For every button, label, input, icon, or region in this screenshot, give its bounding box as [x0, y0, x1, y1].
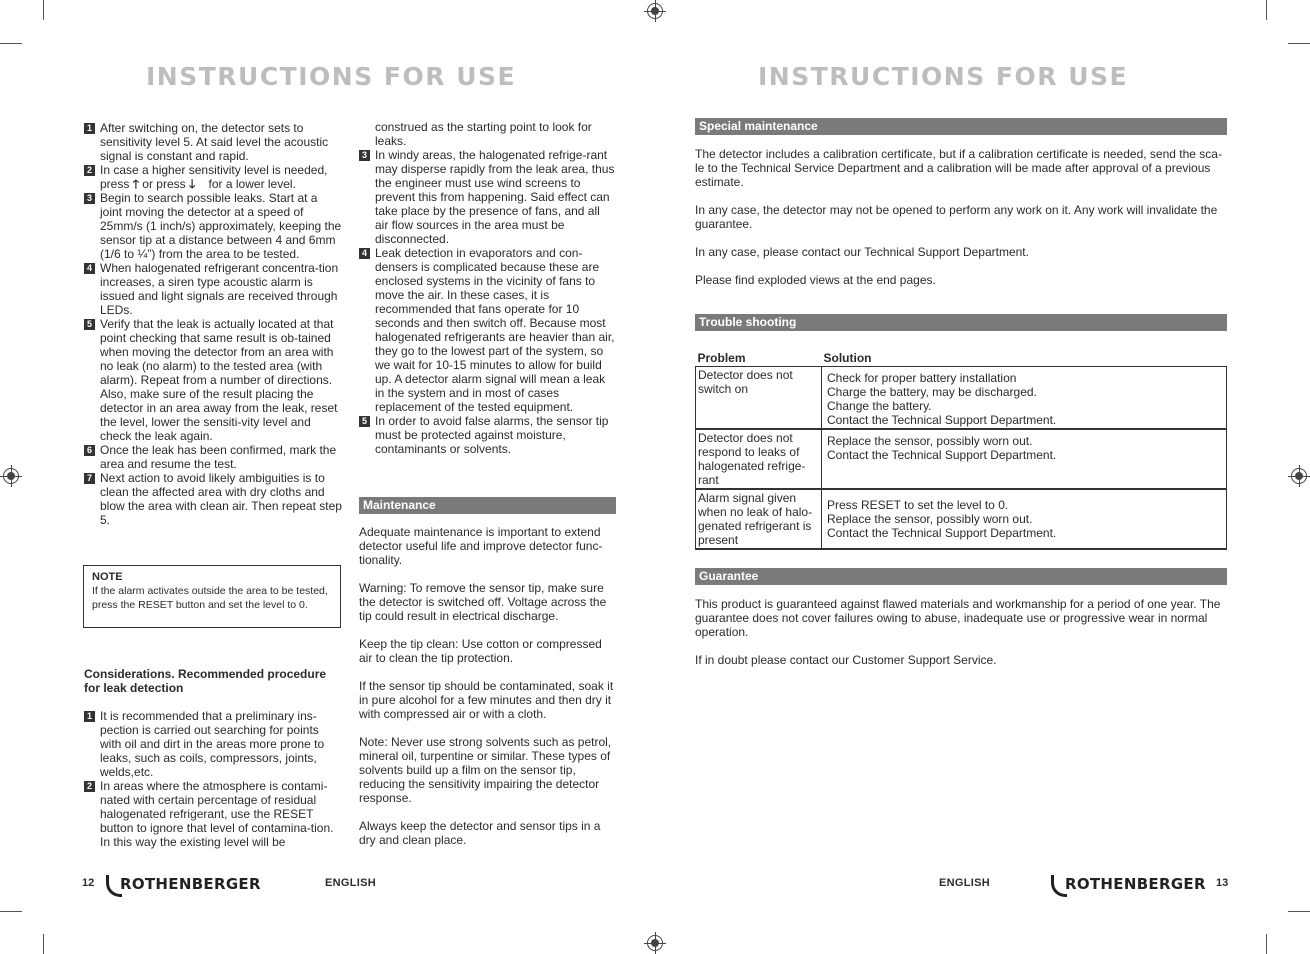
- crop-mark: [43, 0, 44, 20]
- solution-line: Charge the battery, may be discharged.: [827, 384, 1037, 399]
- problem-cell: Detector does not respond to leaks of halogenated refrige-rant: [696, 429, 822, 489]
- note-text: If the alarm activates outside the area to be tested, press the RESET button and set the level to 0.: [92, 585, 328, 611]
- left-column-1: [84, 121, 342, 527]
- step-text: In areas where the atmosphere is contami-nated with certain percentage of residual halogenated refrigerant, use the RESET button to ignore that level of contamina-tion. In this way the existing level will be: [100, 779, 334, 849]
- column-header-problem: Problem: [697, 350, 746, 365]
- step-number: 4: [84, 263, 95, 274]
- solution-line: Replace the sensor, possibly worn out.: [827, 434, 1033, 448]
- step-text: In case a higher sensitivity level is needed, press: [100, 163, 328, 191]
- trouble-shooting-heading: Trouble shooting: [695, 314, 1227, 331]
- crop-mark: [0, 43, 22, 44]
- paragraph: This product is guaranteed against flawed materials and workmanship for a period of one year. The guarantee does not cover failures owing to abuse, inadequate use or progressive wear in normal operation.: [695, 597, 1221, 639]
- left-page-title: INSTRUCTIONS FOR USE: [146, 62, 517, 91]
- paragraph: Please find exploded views at the end pages.: [695, 273, 936, 287]
- registration-mark-icon: [1291, 468, 1307, 484]
- arrow-up-icon: 🡑: [132, 177, 139, 191]
- list-item: [84, 261, 342, 317]
- right-logo: [1051, 873, 1211, 895]
- steps-list-b: [84, 709, 342, 849]
- step-number: 4: [359, 248, 370, 259]
- paragraph: If in doubt please contact our Customer Support Service.: [695, 653, 997, 667]
- table-row: [696, 429, 1227, 489]
- maintenance-heading: Maintenance: [359, 497, 616, 514]
- steps-list-c: [359, 148, 616, 456]
- step-text: After switching on, the detector sets to sensitivity level 5. At said level the acoustic signal is constant and rapid.: [100, 121, 329, 163]
- problem-cell: Alarm signal given when no leak of halo-genated refrigerant is present: [696, 489, 822, 549]
- solution-cell: [822, 429, 1227, 489]
- solution-line: Contact the Technical Support Department.: [827, 412, 1057, 427]
- left-page-number: 12: [82, 877, 95, 889]
- brand-name: ROTHENBERGER: [1065, 875, 1206, 893]
- special-maintenance-body: [695, 147, 1227, 287]
- step-number: 7: [84, 473, 95, 484]
- step-number: 6: [84, 445, 95, 456]
- paragraph: Warning: To remove the sensor tip, make sure the detector is switched off. Voltage across the tip could result in electrical discharge.: [359, 581, 607, 623]
- solution-line: Contact the Technical Support Department.: [827, 526, 1057, 540]
- registration-mark-icon: [647, 935, 663, 951]
- list-item: [84, 317, 342, 443]
- crop-mark: [43, 934, 44, 954]
- right-page-title: INSTRUCTIONS FOR USE: [758, 62, 1129, 91]
- solution-line: Replace the sensor, possibly worn out.: [827, 512, 1033, 526]
- step-text: Once the leak has been confirmed, mark the area and resume the test.: [100, 443, 337, 471]
- step-number: 5: [84, 319, 95, 330]
- list-item: [84, 471, 342, 527]
- step-number: 3: [359, 150, 370, 161]
- list-item: [359, 414, 616, 456]
- paragraph: If the sensor tip should be contaminated, soak it in pure alcohol for a few minutes and then dry it with compressed air or with a cloth.: [359, 679, 614, 721]
- list-item: [84, 191, 342, 261]
- step-number: 2: [84, 165, 95, 176]
- guarantee-heading: Guarantee: [695, 568, 1227, 585]
- special-maintenance-heading: Special maintenance: [695, 118, 1227, 135]
- registration-mark-icon: [3, 468, 19, 484]
- solution-cell: [822, 366, 1227, 429]
- note-box: [83, 565, 341, 628]
- guarantee-section: [695, 568, 1227, 667]
- crop-mark: [1266, 934, 1267, 954]
- paragraph: Adequate maintenance is important to extend detector useful life and improve detector func-tionality.: [359, 525, 603, 567]
- step-text: Leak detection in evaporators and con-densers is complicated because these are enclosed systems in the vicinity of fans to move the air. In these cases, it is recommended that fans operate for 10 seconds and then switch off. Because most halogenated refrigerants are heavier than air, they go to the lowest part of the system, so we wait for 10-15 minutes to allow for build up. A detector alarm signal will mean a leak in the system and in most of cases replacement of the tested equipment.: [375, 246, 615, 414]
- list-item: [359, 246, 616, 414]
- step-text: In order to avoid false alarms, the sensor tip must be protected against moisture, contaminants or solvents.: [375, 414, 609, 456]
- crop-mark: [1288, 43, 1310, 44]
- left-logo: [106, 873, 266, 895]
- step-number: 2: [84, 781, 95, 792]
- right-page-number: 13: [1216, 877, 1229, 889]
- paragraph: In any case, the detector may not be opened to perform any work on it. Any work will invalidate the guarantee.: [695, 203, 1218, 231]
- trouble-shooting-section: [695, 314, 1227, 550]
- solution-line: Check for proper battery installation: [827, 370, 1017, 385]
- solution-cell: [822, 489, 1227, 549]
- crop-mark: [0, 911, 22, 912]
- left-column-1-lower: [84, 667, 342, 849]
- step-text: or press: [138, 177, 189, 191]
- considerations-heading: Considerations. Recommended procedure for leak detection: [84, 667, 327, 695]
- problem-cell: Detector does not switch on: [696, 366, 822, 429]
- solution-line: Press RESET to set the level to 0.: [827, 498, 1009, 512]
- crop-mark: [1288, 911, 1310, 912]
- step-number: 5: [359, 416, 370, 427]
- left-column-2: [359, 120, 616, 456]
- step-text: Begin to search possible leaks. Start at a joint moving the detector at a speed of 25mm/s (1 inch/s) approximately, keeping the sensor tip at a distance between 4 and 6mm (1/6 to ¼”) from the area to be tested.: [100, 191, 342, 261]
- step-text: Next action to avoid likely ambiguities is to clean the affected area with dry cloths and blow the area with clean air. Then repeat step 5.: [100, 471, 342, 527]
- list-item: [84, 779, 342, 849]
- list-item: [84, 121, 342, 163]
- solution-line: Contact the Technical Support Department.: [827, 448, 1057, 462]
- continuation-text: construed as the starting point to look for leaks.: [375, 120, 592, 148]
- list-item: [359, 148, 616, 246]
- step-number: 1: [84, 123, 95, 134]
- left-language-label: ENGLISH: [325, 877, 376, 889]
- special-maintenance-section: [695, 118, 1227, 287]
- trouble-shooting-table: [695, 348, 1227, 550]
- table-row: [696, 489, 1227, 549]
- list-item: [84, 443, 342, 471]
- arrow-down-icon: 🡓: [188, 177, 196, 191]
- step-text: Verify that the leak is actually located at that point checking that same result is ob-tained when moving the detector from an area with no leak (no alarm) to the tested area (with alarm). Repeat from a number of directions. Also, make sure of the result placing the detector in an area away from the leak, reset the level, lower the sensiti-vity level and check the leak again.: [100, 317, 338, 443]
- solution-line: Change the battery.: [827, 398, 932, 413]
- table-row: [696, 366, 1227, 429]
- step-text: When halogenated refrigerant concentra-tion increases, a siren type acoustic alarm is issued and light signals are received through LEDs.: [100, 261, 339, 317]
- step-number: 1: [84, 711, 95, 722]
- step-text: It is recommended that a preliminary ins-pection is carried out searching for points with oil and dirt in the areas more prone to leaks, such as coils, compressors, joints, welds,etc.: [100, 709, 325, 779]
- brand-name: ROTHENBERGER: [120, 875, 261, 893]
- guarantee-body: [695, 597, 1227, 667]
- note-title: NOTE: [92, 571, 123, 583]
- list-item: [84, 709, 342, 779]
- maintenance-section: [359, 497, 616, 847]
- paragraph: Keep the tip clean: Use cotton or compressed air to clean the tip protection.: [359, 637, 602, 665]
- maintenance-body: [359, 525, 616, 847]
- crop-mark: [1266, 0, 1267, 20]
- step-number: 3: [84, 193, 95, 204]
- paragraph: Always keep the detector and sensor tips in a dry and clean place.: [359, 819, 601, 847]
- column-header-solution: Solution: [823, 350, 872, 365]
- list-item: [84, 163, 342, 191]
- registration-mark-icon: [647, 3, 663, 19]
- steps-list-a: [84, 121, 342, 527]
- paragraph: In any case, please contact our Technical Support Department.: [695, 245, 1029, 259]
- step-text: In windy areas, the halogenated refrige-rant may disperse rapidly from the leak area, thus the engineer must use wind screens to prevent this from happening. Said effect can take place by the presence of fans, and all air flow sources in the area must be disconnected.: [375, 148, 615, 246]
- step-text: for a lower level.: [195, 177, 296, 191]
- paragraph: Note: Never use strong solvents such as petrol, mineral oil, turpentine or similar. These types of solvents build up a film on the sensor tip, reducing the sensitivity impairing the detector response.: [359, 735, 612, 805]
- right-language-label: ENGLISH: [939, 877, 990, 889]
- table-header-row: [696, 348, 1227, 366]
- paragraph: The detector includes a calibration certificate, but if a calibration certificate is needed, send the sca-le to the Technical Service Department and a calibration will be made after approval of a previous estimate.: [695, 147, 1222, 189]
